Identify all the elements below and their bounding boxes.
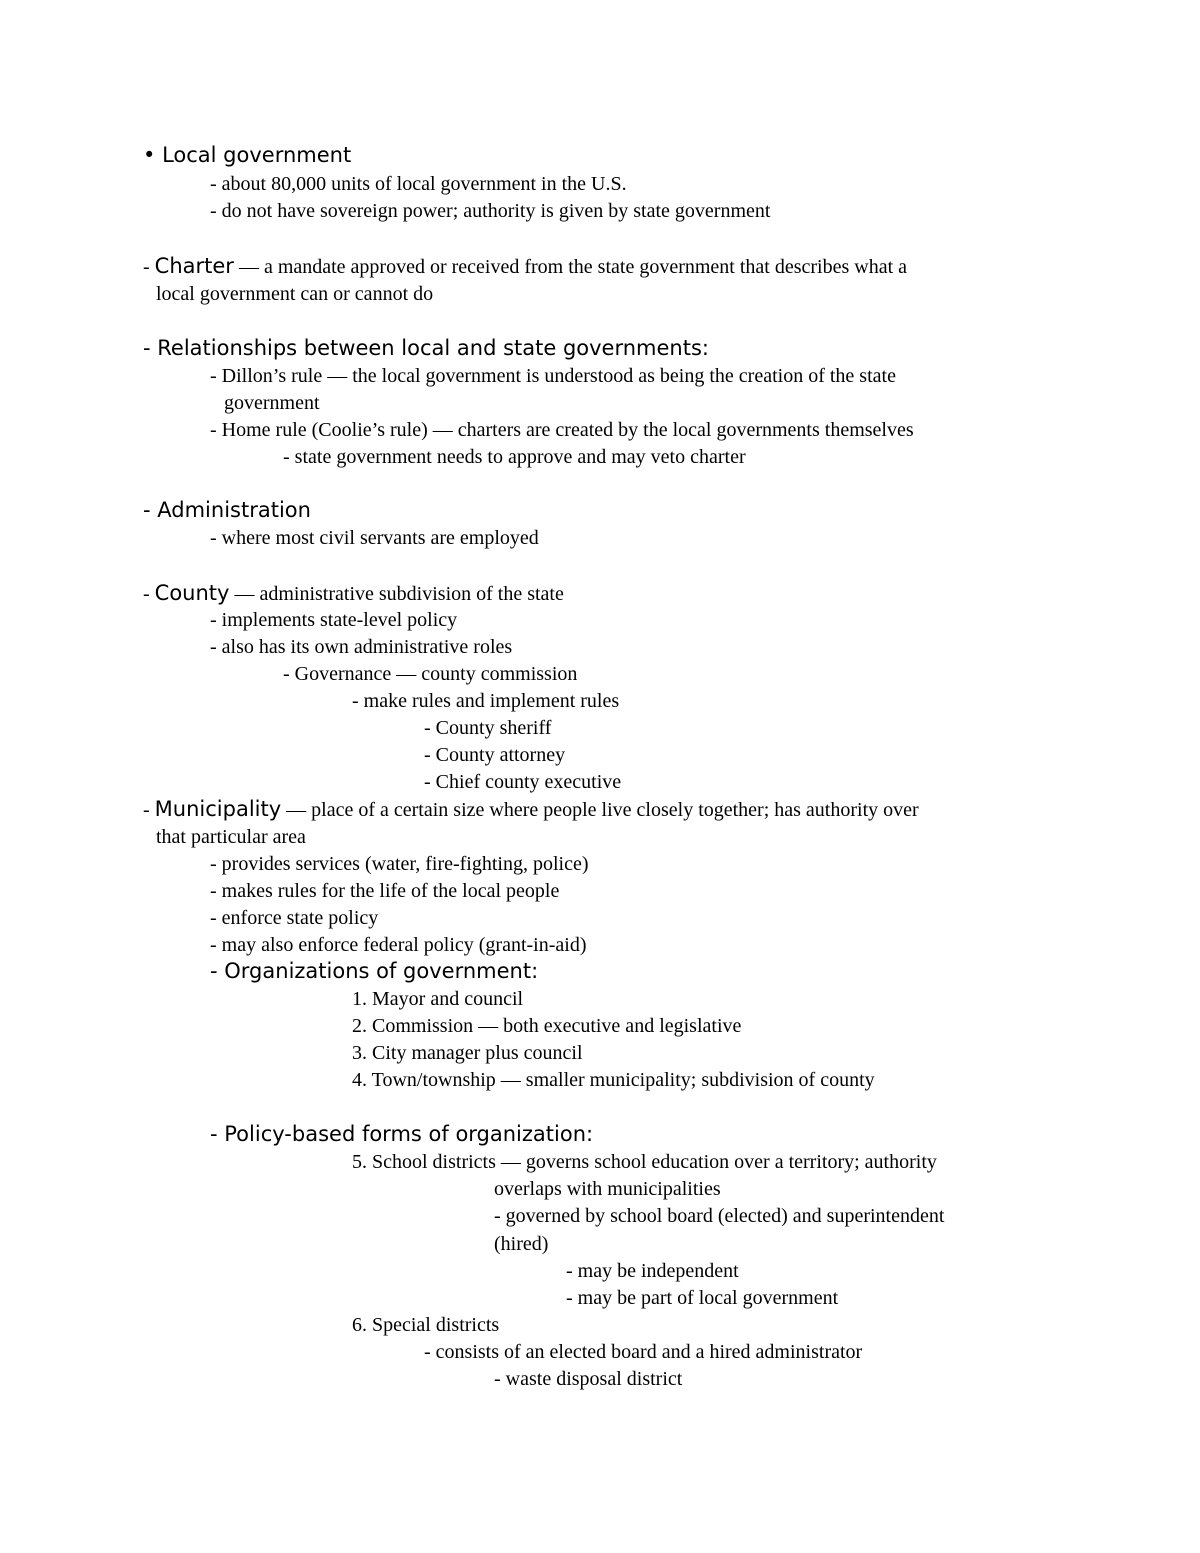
line-text: waste disposal district [505, 1368, 683, 1390]
line-text: makes rules for the life of the local people [221, 880, 560, 902]
text-line [143, 253, 907, 281]
text-line [494, 1203, 944, 1230]
line-text: enforce state policy [221, 907, 379, 929]
line-marker: 2. [352, 1015, 372, 1037]
line-text: make rules and implement rules [363, 690, 620, 712]
text-line [494, 1231, 548, 1258]
text-line [352, 1149, 937, 1176]
text-line [352, 1067, 875, 1094]
heading-term: County [154, 581, 230, 605]
line-text: County sheriff [435, 717, 552, 739]
line-text: consists of an elected board and a hired administrator [435, 1341, 863, 1363]
line-text: City manager plus council [372, 1042, 583, 1064]
line-text: overlaps with municipalities [494, 1178, 721, 1200]
line-marker: - [143, 336, 158, 360]
line-text: School districts — governs school education over a territory; authority [372, 1151, 937, 1173]
heading-term: Relationships between local and state governments: [157, 336, 709, 360]
line-marker: - [210, 200, 222, 222]
line-marker: - [143, 583, 155, 605]
text-line [210, 363, 896, 390]
text-line [143, 497, 311, 525]
text-line [156, 281, 433, 308]
line-marker: - [210, 934, 222, 956]
heading-term: Administration [157, 498, 311, 522]
line-marker: - [143, 498, 158, 522]
line-marker: - [210, 173, 222, 195]
line-marker: 5. [352, 1151, 372, 1173]
line-text: may be part of local government [577, 1287, 839, 1309]
text-line [283, 661, 577, 688]
line-marker: - [210, 853, 222, 875]
line-text: Town/township — smaller municipality; subdivision of county [371, 1069, 875, 1091]
text-line [566, 1285, 838, 1312]
line-marker: - [424, 771, 436, 793]
text-line [352, 1013, 741, 1040]
line-marker: - [566, 1287, 578, 1309]
text-line [352, 1040, 583, 1067]
line-text: Special districts [372, 1314, 500, 1336]
line-text: Chief county executive [435, 771, 622, 793]
text-line [210, 958, 538, 986]
line-text: — a mandate approved or received from the state government that describes what a [233, 256, 908, 278]
line-text: do not have sovereign power; authority is given by state government [221, 200, 771, 222]
text-line [210, 878, 559, 905]
text-line [210, 198, 770, 225]
line-marker: - [210, 636, 222, 658]
text-line [494, 1366, 682, 1393]
text-line [143, 580, 564, 608]
text-line [566, 1258, 739, 1285]
line-marker: - [494, 1368, 506, 1390]
line-text: about 80,000 units of local government in the U.S. [221, 173, 627, 195]
text-line [143, 796, 919, 824]
line-marker: 1. [352, 988, 372, 1010]
text-line [352, 688, 619, 715]
line-text: governed by school board (elected) and superintendent [505, 1205, 945, 1227]
line-text: Dillon’s rule — the local government is understood as being the creation of the state [221, 365, 896, 387]
line-marker: - [210, 880, 222, 902]
line-text: Mayor and council [372, 988, 524, 1010]
text-line [210, 932, 587, 959]
line-marker: 4. [352, 1069, 372, 1091]
line-marker: - [283, 446, 295, 468]
line-marker: - [210, 527, 222, 549]
line-text: implements state-level policy [221, 609, 458, 631]
line-marker: - [210, 609, 222, 631]
text-line [283, 444, 746, 471]
line-marker: 6. [352, 1314, 372, 1336]
line-marker: - [352, 690, 364, 712]
heading-term: Policy-based forms of organization: [224, 1122, 594, 1146]
text-line [210, 607, 457, 634]
line-text: may also enforce federal policy (grant-in-aid) [221, 934, 587, 956]
text-line [210, 417, 914, 444]
line-marker: 3. [352, 1042, 372, 1064]
line-text: local government can or cannot do [156, 283, 434, 305]
line-text: Home rule (Coolie’s rule) — charters are created by the local governments themselves [221, 419, 914, 441]
text-line [156, 824, 306, 851]
line-text: — administrative subdivision of the state [229, 583, 564, 605]
line-text: also has its own administrative roles [221, 636, 513, 658]
text-line [352, 986, 523, 1013]
heading-term: Local government [162, 143, 352, 167]
line-text: government [224, 392, 320, 414]
line-marker: - [566, 1260, 578, 1282]
line-text: provides services (water, fire-fighting, police) [221, 853, 589, 875]
line-text: County attorney [435, 744, 566, 766]
text-line [424, 715, 551, 742]
text-line [143, 142, 351, 170]
heading-term: Organizations of government: [224, 959, 539, 983]
text-line [424, 742, 565, 769]
line-text: Commission — both executive and legislative [372, 1015, 742, 1037]
line-text: may be independent [577, 1260, 739, 1282]
text-line [494, 1176, 721, 1203]
heading-term: Municipality [154, 797, 282, 821]
line-marker: - [210, 1122, 225, 1146]
line-marker: - [424, 1341, 436, 1363]
line-marker: - [283, 663, 295, 685]
line-text: (hired) [494, 1233, 549, 1255]
heading-term: Charter [154, 254, 234, 278]
line-marker: - [210, 365, 222, 387]
text-line [424, 1339, 862, 1366]
line-marker: - [143, 799, 155, 821]
text-line [210, 1121, 593, 1149]
text-line [224, 390, 320, 417]
line-marker: • [143, 143, 163, 167]
line-text: Governance — county commission [294, 663, 578, 685]
line-marker: - [424, 744, 436, 766]
line-text: — place of a certain size where people live closely together; has authority over [281, 799, 919, 821]
line-marker: - [210, 959, 225, 983]
text-line [210, 905, 378, 932]
line-marker: - [424, 717, 436, 739]
text-line [210, 634, 512, 661]
line-text: state government needs to approve and may veto charter [294, 446, 746, 468]
text-line [424, 769, 621, 796]
line-marker: - [210, 419, 222, 441]
line-text: where most civil servants are employed [221, 527, 539, 549]
text-line [210, 851, 589, 878]
line-marker: - [210, 907, 222, 929]
line-marker: - [143, 256, 155, 278]
text-line [210, 171, 627, 198]
line-text: that particular area [156, 826, 306, 848]
text-line [352, 1312, 499, 1339]
text-line [143, 335, 709, 363]
text-line [210, 525, 539, 552]
line-marker: - [494, 1205, 506, 1227]
